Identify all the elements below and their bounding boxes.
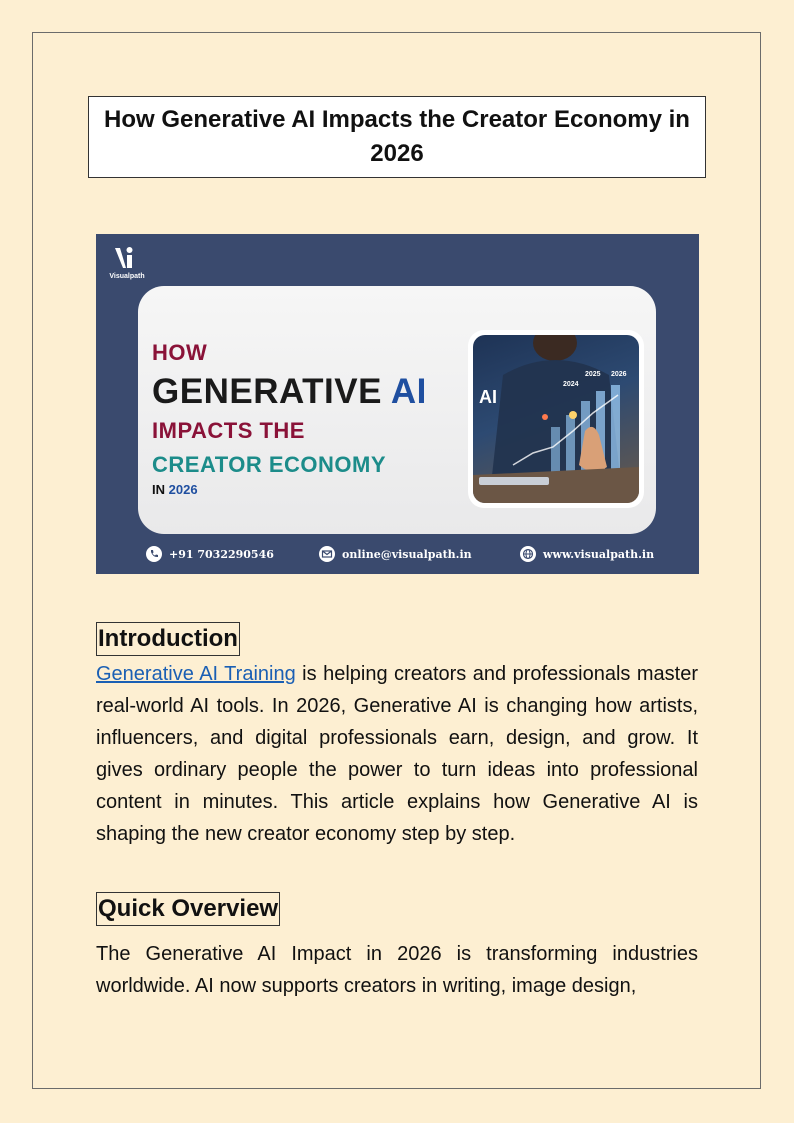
mail-icon <box>319 546 335 562</box>
ai-chart-illustration <box>473 335 639 503</box>
visualpath-logo <box>104 244 150 288</box>
banner-line-year <box>152 482 198 497</box>
photo-year-1: 2024 <box>563 381 579 388</box>
contact-phone <box>146 546 274 562</box>
banner-line-creator: CREATOR ECONOMY <box>152 452 387 477</box>
email-address: online@visualpath.in <box>342 547 472 561</box>
introduction-heading: Introduction <box>96 622 240 656</box>
banner-ai-word: AI <box>390 372 427 411</box>
banner-line-how: HOW <box>152 340 208 365</box>
contact-email <box>319 546 472 562</box>
overview-paragraph: The Generative AI Impact in 2026 is transforming industries worldwide. AI now supports creators in writing, image design, <box>96 943 698 997</box>
logo-text: Visualpath <box>109 273 145 280</box>
ai-photo-label: AI <box>479 387 497 407</box>
page-title: How Generative AI Impacts the Creator Economy in 2026 <box>104 106 690 167</box>
generative-ai-training-link[interactable]: Generative AI Training <box>96 663 296 685</box>
phone-icon <box>146 546 162 562</box>
banner-line-impacts: IMPACTS THE <box>152 418 305 443</box>
banner-line-generative: GENERATIVE AI <box>152 372 427 411</box>
banner-year: 2026 <box>168 482 198 497</box>
hero-banner-image <box>96 234 699 574</box>
visualpath-logo-icon <box>112 244 140 272</box>
contact-website <box>520 546 654 562</box>
quick-overview-heading: Quick Overview <box>96 892 280 926</box>
introduction-paragraph <box>96 658 698 850</box>
title-box <box>88 96 706 178</box>
photo-year-3: 2026 <box>611 371 627 378</box>
banner-photo <box>473 335 639 503</box>
website-url: www.visualpath.in <box>543 547 655 561</box>
introduction-body: is helping creators and professionals master real-world AI tools. In 2026, Generative AI is changing how artists, influencers, and digital professionals earn, design, and grow. It gives ordinary people the power to turn ideas into professional content in minutes. This article explains how Generative AI is shaping the new creator economy step by step. <box>96 663 698 845</box>
banner-in-label: IN <box>152 482 169 497</box>
phone-number: +91 7032290546 <box>169 547 274 561</box>
globe-icon <box>520 546 536 562</box>
photo-year-2: 2025 <box>585 371 601 378</box>
banner-photo-frame <box>468 330 644 508</box>
